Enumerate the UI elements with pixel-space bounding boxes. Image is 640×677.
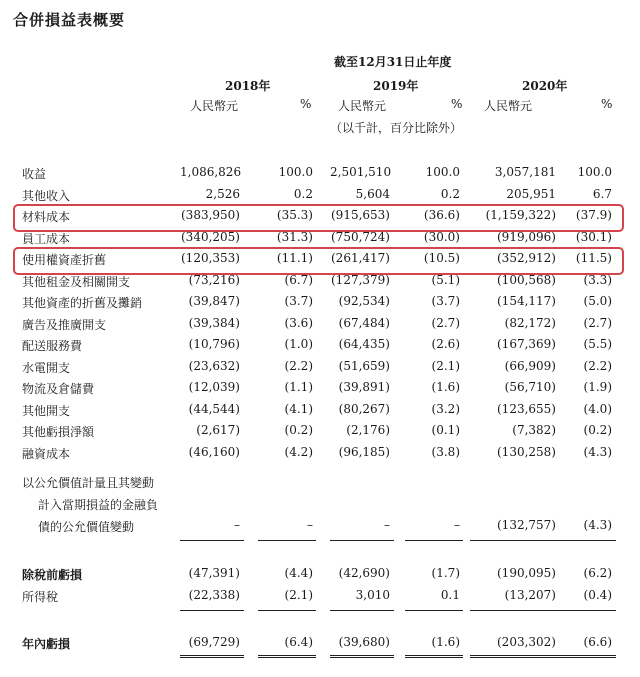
row-pct-2019: (3.2) [431, 402, 460, 416]
row-pct-2020: (1.9) [583, 380, 612, 394]
fv-pct-2020: (4.3) [583, 518, 612, 532]
row-value-2019: (67,484) [338, 316, 390, 330]
row-pct-2018: (6.7) [284, 273, 313, 287]
fv-pct-2019: – [454, 518, 460, 532]
underline2-2019-pct [405, 610, 463, 611]
row-value-2018: (120,353) [181, 251, 240, 265]
fv-label-line-2: 計入當期損益的金融負 [38, 498, 159, 512]
row-label: 材料成本 [22, 210, 71, 224]
fv-label-line-1: 以公允價值計量且其變動 [22, 476, 155, 490]
loss-value-2020: (203,302) [497, 635, 556, 649]
row-label: 水電開支 [22, 361, 71, 375]
row-value-2018: (39,847) [188, 294, 240, 308]
fv-pct-2018: – [307, 518, 313, 532]
loss-pct-2018: (6.4) [284, 635, 313, 649]
row-pct-2019: (5.1) [431, 273, 460, 287]
double-underline-2019-value [330, 655, 394, 658]
row-value-2018: (73,216) [188, 273, 240, 287]
currency-label-2019: 人民幣元 [338, 99, 387, 113]
row-pct-2020: (30.1) [575, 230, 612, 244]
row-pct-2020: (5.5) [583, 337, 612, 351]
row-pct-2020: (4.0) [583, 402, 612, 416]
row-value-2018: 1,086,826 [180, 165, 242, 179]
row-value-2020: (154,117) [497, 294, 556, 308]
underline2-2018-value [180, 610, 244, 611]
row-pct-2018: 100.0 [278, 165, 313, 179]
row-value-2020: (100,568) [497, 273, 556, 287]
row-pct-2020: (2.2) [583, 359, 612, 373]
row-pct-2019: (2.7) [431, 316, 460, 330]
row-pct-2019: (2.1) [431, 359, 460, 373]
double-underline-2018-value [180, 655, 244, 658]
row-label: 其他虧損淨額 [22, 425, 95, 439]
row-value-2019: (127,379) [331, 273, 390, 287]
underline-2019-value [330, 540, 394, 541]
loss-label: 年內虧損 [22, 637, 71, 651]
loss-pct-2019: (1.6) [431, 635, 460, 649]
row-value-2020: (66,909) [504, 359, 556, 373]
pbt-label: 除稅前虧損 [22, 568, 83, 582]
tax-pct-2018: (2.1) [284, 588, 313, 602]
row-pct-2020: (3.3) [583, 273, 612, 287]
row-pct-2018: 0.2 [293, 187, 313, 201]
pct-label-2019: % [451, 97, 463, 111]
row-value-2019: (92,534) [338, 294, 390, 308]
row-value-2018: (2,617) [196, 423, 240, 437]
row-value-2018: (340,205) [181, 230, 240, 244]
pct-label-2018: % [300, 97, 312, 111]
row-value-2018: 2,526 [205, 187, 240, 201]
loss-pct-2020: (6.6) [583, 635, 612, 649]
year-header-2020: 2020年 [522, 79, 568, 93]
row-pct-2019: (10.5) [423, 251, 460, 265]
row-label: 收益 [22, 167, 47, 181]
period-header: 截至12月31日止年度 [334, 55, 452, 69]
row-pct-2020: 100.0 [577, 165, 612, 179]
year-header-2019: 2019年 [373, 79, 419, 93]
row-pct-2020: (0.2) [583, 423, 612, 437]
row-label: 融資成本 [22, 447, 71, 461]
unit-note: （以千計，百分比除外） [330, 121, 463, 135]
row-value-2020: (82,172) [504, 316, 556, 330]
loss-value-2019: (39,680) [338, 635, 390, 649]
row-value-2019: (261,417) [331, 251, 390, 265]
tax-label: 所得稅 [22, 590, 59, 604]
double-underline-2020-value [470, 655, 560, 658]
row-pct-2020: (2.7) [583, 316, 612, 330]
row-label: 其他租金及相關開支 [22, 275, 131, 289]
row-value-2018: (46,160) [188, 445, 240, 459]
row-pct-2020: 6.7 [592, 187, 612, 201]
row-value-2020: (919,096) [497, 230, 556, 244]
pct-label-2020: % [601, 97, 613, 111]
row-value-2019: (51,659) [338, 359, 390, 373]
underline2-2020-value [470, 610, 560, 611]
underline-2018-value [180, 540, 244, 541]
row-pct-2018: (2.2) [284, 359, 313, 373]
row-pct-2018: (0.2) [284, 423, 313, 437]
tax-value-2018: (22,338) [188, 588, 240, 602]
row-pct-2019: (3.7) [431, 294, 460, 308]
pbt-pct-2018: (4.4) [284, 566, 313, 580]
row-value-2019: 2,501,510 [330, 165, 392, 179]
row-value-2020: (167,369) [497, 337, 556, 351]
row-value-2018: (23,632) [188, 359, 240, 373]
fv-value-2018: – [234, 518, 240, 532]
row-value-2019: (2,176) [346, 423, 390, 437]
row-pct-2018: (1.0) [284, 337, 313, 351]
row-value-2019: (750,724) [331, 230, 390, 244]
currency-label-2020: 人民幣元 [484, 99, 533, 113]
row-label: 員工成本 [22, 232, 71, 246]
pbt-value-2019: (42,690) [338, 566, 390, 580]
row-pct-2019: (0.1) [431, 423, 460, 437]
row-value-2018: (10,796) [188, 337, 240, 351]
row-label: 配送服務費 [22, 339, 83, 353]
row-value-2019: (915,653) [331, 208, 390, 222]
row-pct-2020: (4.3) [583, 445, 612, 459]
row-pct-2018: (1.1) [284, 380, 313, 394]
row-pct-2019: 0.2 [440, 187, 460, 201]
pbt-value-2020: (190,095) [497, 566, 556, 580]
row-value-2020: (123,655) [497, 402, 556, 416]
row-pct-2019: (30.0) [423, 230, 460, 244]
row-value-2019: (64,435) [338, 337, 390, 351]
loss-value-2018: (69,729) [188, 635, 240, 649]
tax-value-2019: 3,010 [355, 588, 390, 602]
row-value-2020: 3,057,181 [494, 165, 556, 179]
row-pct-2019: (3.8) [431, 445, 460, 459]
row-label: 物流及倉儲費 [22, 382, 95, 396]
row-value-2018: (383,950) [181, 208, 240, 222]
row-label: 使用權資產折舊 [22, 253, 107, 267]
row-pct-2020: (37.9) [575, 208, 612, 222]
fv-label-line-3: 債的公允價值變動 [38, 520, 135, 534]
row-value-2018: (12,039) [188, 380, 240, 394]
row-pct-2019: (36.6) [423, 208, 460, 222]
underline-2020-value [470, 540, 560, 541]
underline2-2019-value [330, 610, 394, 611]
underline-2019-pct [405, 540, 463, 541]
double-underline-2020-pct [560, 655, 616, 658]
currency-label-2018: 人民幣元 [190, 99, 239, 113]
year-header-2018: 2018年 [225, 79, 271, 93]
row-pct-2018: (3.7) [284, 294, 313, 308]
row-label: 其他收入 [22, 189, 71, 203]
double-underline-2019-pct [405, 655, 463, 658]
row-value-2020: (56,710) [504, 380, 556, 394]
pbt-value-2018: (47,391) [188, 566, 240, 580]
underline-2020-pct [560, 540, 616, 541]
row-label: 廣告及推廣開支 [22, 318, 107, 332]
row-value-2020: (130,258) [497, 445, 556, 459]
row-value-2019: (39,891) [338, 380, 390, 394]
row-pct-2018: (4.2) [284, 445, 313, 459]
row-pct-2018: (35.3) [276, 208, 313, 222]
row-value-2020: 205,951 [506, 187, 556, 201]
row-pct-2019: (1.6) [431, 380, 460, 394]
row-pct-2018: (4.1) [284, 402, 313, 416]
row-value-2020: (1,159,322) [485, 208, 556, 222]
row-value-2019: 5,604 [355, 187, 390, 201]
row-label: 其他資產的折舊及攤銷 [22, 296, 143, 310]
fv-value-2020: (132,757) [497, 518, 556, 532]
pbt-pct-2020: (6.2) [583, 566, 612, 580]
fv-value-2019: – [384, 518, 390, 532]
row-pct-2018: (11.1) [276, 251, 313, 265]
row-pct-2018: (31.3) [276, 230, 313, 244]
tax-value-2020: (13,207) [504, 588, 556, 602]
row-pct-2018: (3.6) [284, 316, 313, 330]
row-value-2018: (39,384) [188, 316, 240, 330]
row-value-2020: (7,382) [512, 423, 556, 437]
row-pct-2020: (5.0) [583, 294, 612, 308]
underline2-2018-pct [258, 610, 316, 611]
double-underline-2018-pct [258, 655, 316, 658]
row-value-2018: (44,544) [188, 402, 240, 416]
row-pct-2019: (2.6) [431, 337, 460, 351]
row-pct-2020: (11.5) [575, 251, 612, 265]
row-label: 其他開支 [22, 404, 71, 418]
tax-pct-2020: (0.4) [583, 588, 612, 602]
row-value-2019: (96,185) [338, 445, 390, 459]
page-title: 合併損益表概要 [13, 11, 126, 29]
row-value-2019: (80,267) [338, 402, 390, 416]
row-pct-2019: 100.0 [425, 165, 460, 179]
underline2-2020-pct [560, 610, 616, 611]
underline-2018-pct [258, 540, 316, 541]
pbt-pct-2019: (1.7) [431, 566, 460, 580]
tax-pct-2019: 0.1 [440, 588, 460, 602]
row-value-2020: (352,912) [497, 251, 556, 265]
